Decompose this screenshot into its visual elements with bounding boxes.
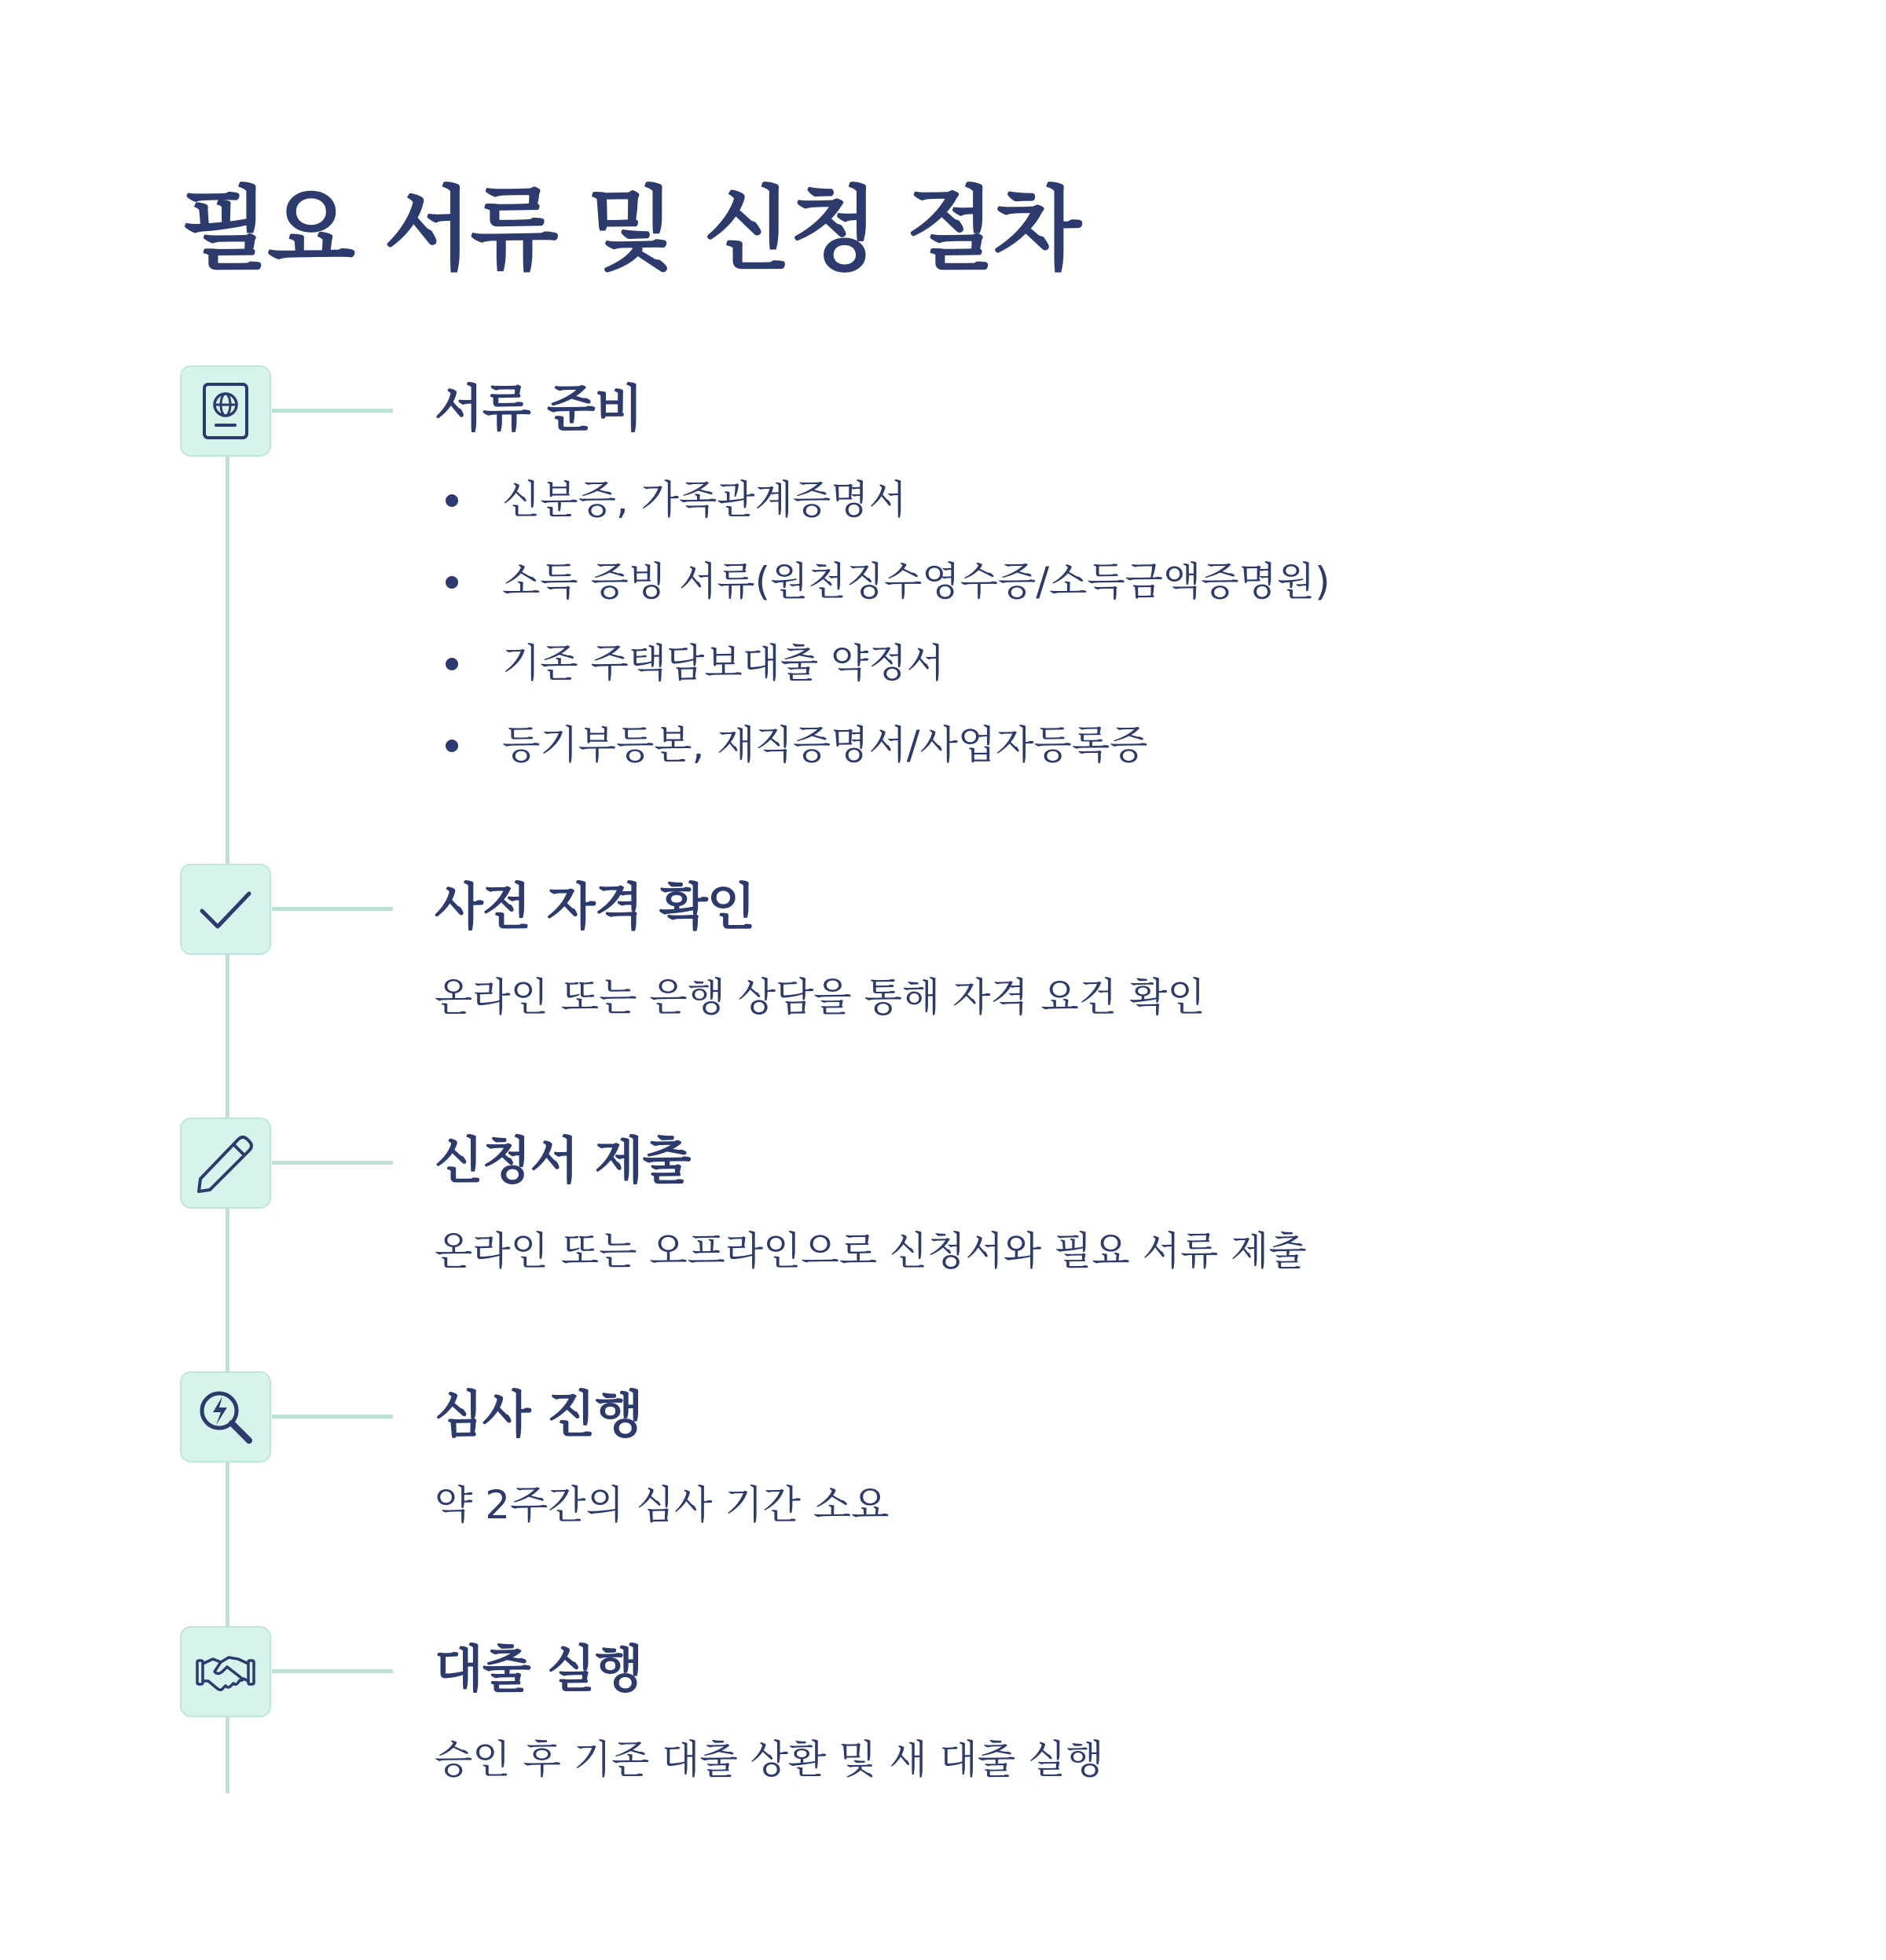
list-item-text: 등기부등본, 재직증명서/사업자등록증: [502, 722, 1148, 768]
handshake-icon: [194, 1640, 257, 1703]
step-title: 심사 진행: [435, 1386, 643, 1444]
step-connector: [272, 1161, 393, 1165]
step-title: 신청서 제출: [435, 1132, 691, 1191]
list-item-text: 기존 주택담보대출 약정서: [502, 640, 945, 686]
step-icon-box: [180, 1626, 271, 1717]
step-icon-box: [180, 864, 271, 955]
checkmark-icon: [194, 878, 257, 941]
step-icon-box: [180, 1118, 271, 1209]
step-connector: [272, 409, 393, 413]
magnifier-bolt-icon: [194, 1386, 257, 1448]
bullet-icon: [446, 576, 458, 589]
passport-icon: [194, 380, 257, 442]
step-description: 약 2주간의 심사 기간 소요: [435, 1482, 890, 1528]
step-description: 온라인 또는 은행 상담을 통해 자격 요건 확인: [435, 974, 1205, 1020]
pencil-icon: [194, 1132, 257, 1195]
timeline-line: [226, 424, 229, 1793]
step-connector: [272, 1669, 393, 1673]
list-item-text: 소득 증빙 서류(원천징수영수증/소득금액증명원): [502, 559, 1330, 604]
step-connector: [272, 1415, 393, 1419]
step-connector: [272, 907, 393, 911]
list-item-text: 신분증, 가족관계증명서: [502, 477, 907, 523]
bullet-icon: [446, 740, 458, 752]
step-title: 사전 자격 확인: [435, 879, 755, 937]
bullet-icon: [446, 658, 458, 670]
step-icon-box: [180, 365, 271, 457]
step-title: 서류 준비: [435, 380, 643, 439]
step-title: 대출 실행: [435, 1641, 643, 1699]
bullet-icon: [446, 494, 458, 507]
step-description: 승인 후 기존 대출 상환 및 새 대출 실행: [435, 1737, 1104, 1782]
step-icon-box: [180, 1371, 271, 1463]
step-description: 온라인 또는 오프라인으로 신청서와 필요 서류 제출: [435, 1228, 1307, 1274]
page-title: 필요 서류 및 신청 절차: [181, 177, 1081, 283]
